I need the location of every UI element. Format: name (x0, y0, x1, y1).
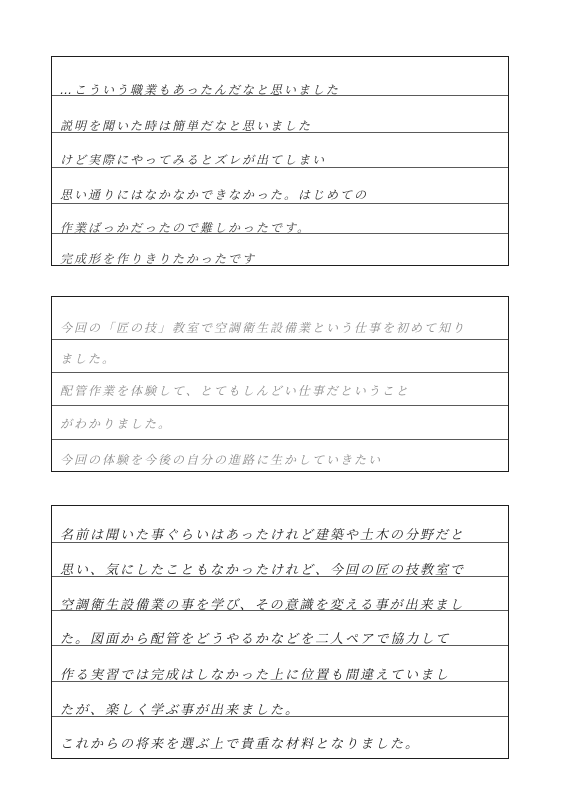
handwritten-line: 作る実習では完成はしなかった上に位置も間違えていまし (60, 668, 451, 683)
handwritten-line: 説明を聞いた時は簡単だなと思いました (60, 119, 313, 133)
handwritten-line: 思い、気にしたこともなかったけれど、今回の匠の技教室で (60, 563, 466, 578)
handwritten-line: …こういう職業もあったんだなと思いました (60, 83, 340, 97)
handwritten-line: 今回の「匠の技」教室で空調衛生設備業という仕事を初めて知り (60, 321, 467, 335)
response-box-3 (51, 505, 509, 759)
handwritten-line: 名前は聞いた事ぐらいはあったけれど建築や土木の分野だと (60, 528, 465, 543)
handwritten-line: 作業ばっかだったので難しかったです。 (60, 221, 312, 235)
handwritten-line: これからの将来を選ぶ上で貴重な材料となりました。 (60, 737, 421, 752)
handwritten-line: た。図面から配管をどうやるかなどを二人ペアで協力して (60, 632, 451, 647)
response-box-1 (51, 56, 509, 266)
handwritten-line: たが、楽しく学ぶ事が出来ました。 (60, 703, 301, 718)
handwritten-line: 思い通りにはなかなかできなかった。はじめての (60, 188, 369, 202)
handwritten-line: けど実際にやってみるとズレが出てしまい (60, 153, 327, 167)
handwritten-line: 配管作業を体験して、とてもしんどい仕事だということ (60, 384, 410, 398)
handwritten-line: 空調衛生設備業の事を学び、その意識を変える事が出来まし (60, 598, 465, 613)
handwritten-line: 今回の体験を今後の自分の進路に生かしていきたい (60, 453, 383, 467)
response-box-2 (51, 296, 509, 472)
handwritten-line: 完成形を作りきりたかったです (60, 252, 257, 266)
handwritten-line: がわかりました。 (60, 417, 173, 431)
handwritten-line: ました。 (60, 352, 117, 366)
